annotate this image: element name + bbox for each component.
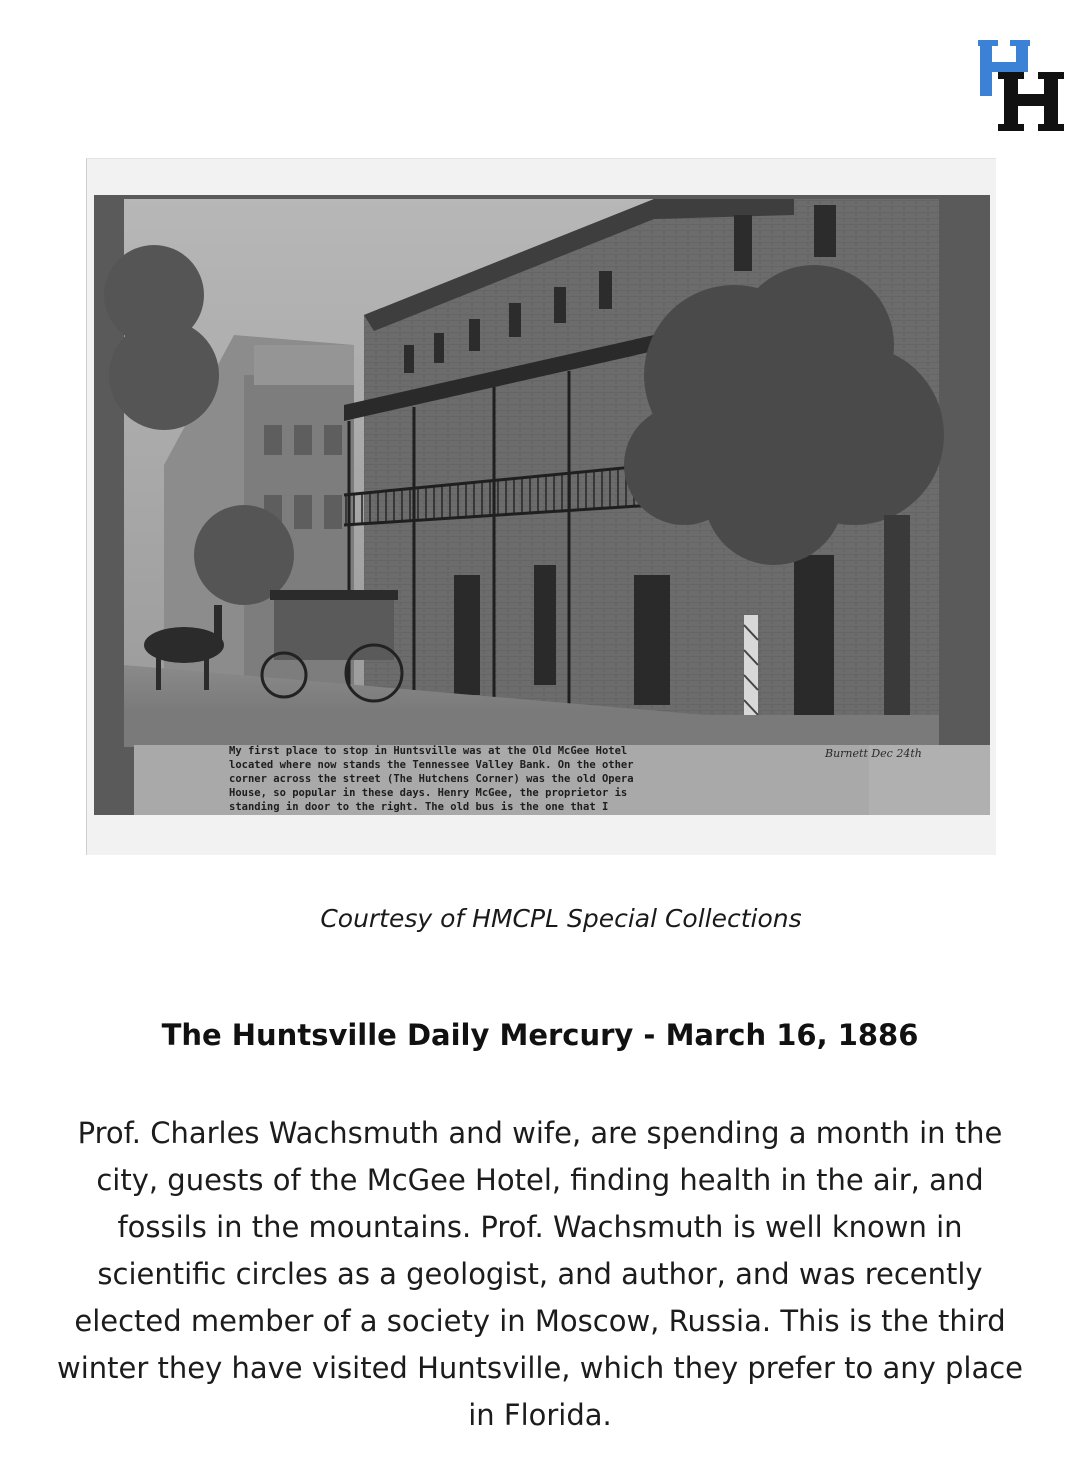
photo-credit: Courtesy of HMCPL Special Collections — [320, 904, 802, 933]
historic-photo-frame — [86, 158, 996, 855]
article-body: Prof. Charles Wachsmuth and wife, are spending a month in the city, guests of the McGee Hotel, finding health in the air, and fossils in the mountains. Prof. Wachsmuth is well known in scientific circles as a geologist, and author, and was recently elected member of a society in Moscow, Russia. This is the third winter they have visited Huntsville, which they prefer to any place in Florida. — [56, 1116, 1024, 1432]
photo-handwritten-note: Burnett Dec 24th — [825, 747, 922, 760]
caption-line: House, so popular in these days. Henry McGee, the proprietor is — [229, 787, 628, 799]
caption-line: corner across the street (The Hutchens Corner) was the old Opera — [229, 773, 634, 785]
logo-bottom-h — [998, 72, 1064, 131]
hh-logo — [978, 38, 1066, 132]
caption-line: My first place to stop in Huntsville was at the Old McGee Hotel — [229, 745, 628, 757]
mcgee-hotel-photo — [94, 195, 990, 815]
article-headline: The Huntsville Daily Mercury - March 16, 1886 — [161, 1018, 919, 1052]
photo-typed-caption — [229, 744, 829, 814]
caption-line: located where now stands the Tennessee Valley Bank. On the other — [229, 759, 634, 771]
caption-line: standing in door to the right. The old bus is the one that I — [229, 801, 609, 813]
